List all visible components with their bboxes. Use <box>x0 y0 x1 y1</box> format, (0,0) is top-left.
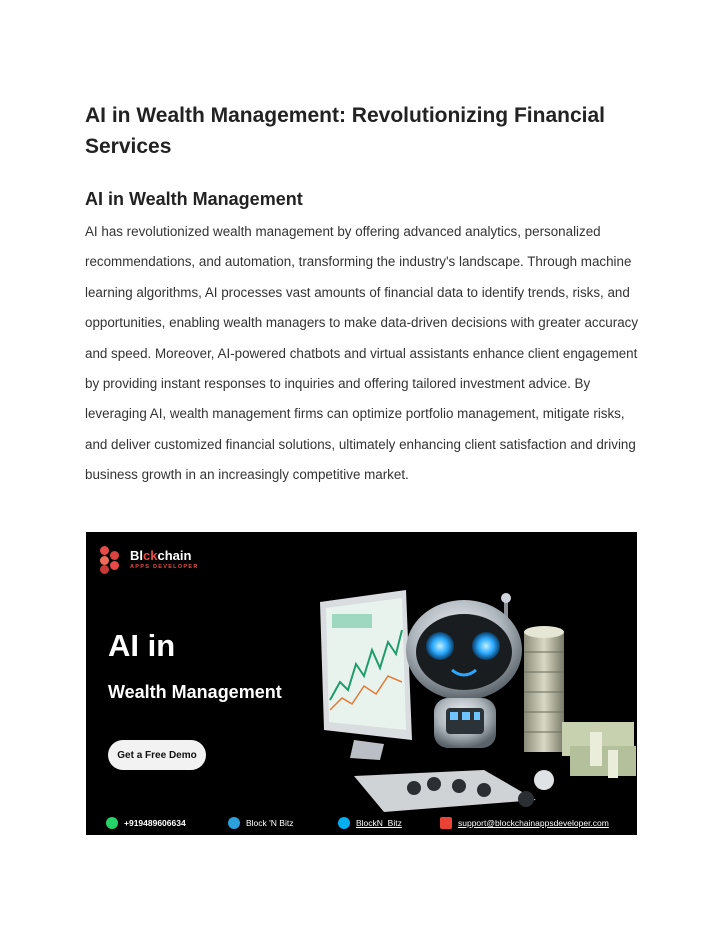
contact-skype[interactable]: BlockN_Bitz <box>338 817 402 829</box>
telegram-icon <box>228 817 240 829</box>
robot-illustration <box>314 590 637 812</box>
banner-headline: AI in <box>108 628 176 663</box>
article-paragraph: AI has revolutionized wealth management by offering advanced analytics, personalized recommendations, and automation, transforming the industry's landscape. Through machine learning algorithms, AI processes vast amounts of financial data to identify trends, risks, and opportunities, enabling wealth managers to make data-driven decisions with greater accuracy and speed. Moreover, AI-powered chatbots and virtual assistants enhance client engagement by providing instant responses to inquiries and offering tailored investment advice. By leveraging AI, wealth management firms can optimize portfolio management, mitigate risks, and deliver customized financial solutions, ultimately enhancing client satisfaction and driving business growth in an increasingly competitive market. <box>85 224 639 483</box>
page-title: AI in Wealth Management: Revolutionizing Financial Services <box>85 104 605 158</box>
contact-email[interactable]: support@blockchainappsdeveloper.com <box>440 817 609 829</box>
article <box>85 100 645 491</box>
banner-subheadline: Wealth Management <box>108 682 282 702</box>
promo-banner <box>86 532 637 835</box>
logo-subtitle: APPS DEVELOPER <box>130 564 199 571</box>
coin-stack-icon <box>524 626 564 752</box>
gmail-icon <box>440 817 452 829</box>
robot-icon <box>406 593 522 748</box>
get-demo-button[interactable]: Get a Free Demo <box>108 740 206 770</box>
company-logo <box>100 546 199 574</box>
skype-icon <box>338 817 350 829</box>
hexagon-cluster-icon <box>100 546 124 574</box>
logo-name: Blckchain <box>130 548 192 564</box>
contact-phone[interactable]: +919489606634 <box>106 817 186 829</box>
contact-bar <box>86 812 637 835</box>
monitor-icon <box>320 590 412 760</box>
contact-telegram[interactable]: Block 'N Bitz <box>228 817 293 829</box>
whatsapp-icon <box>106 817 118 829</box>
section-heading: AI in Wealth Management <box>85 189 303 209</box>
